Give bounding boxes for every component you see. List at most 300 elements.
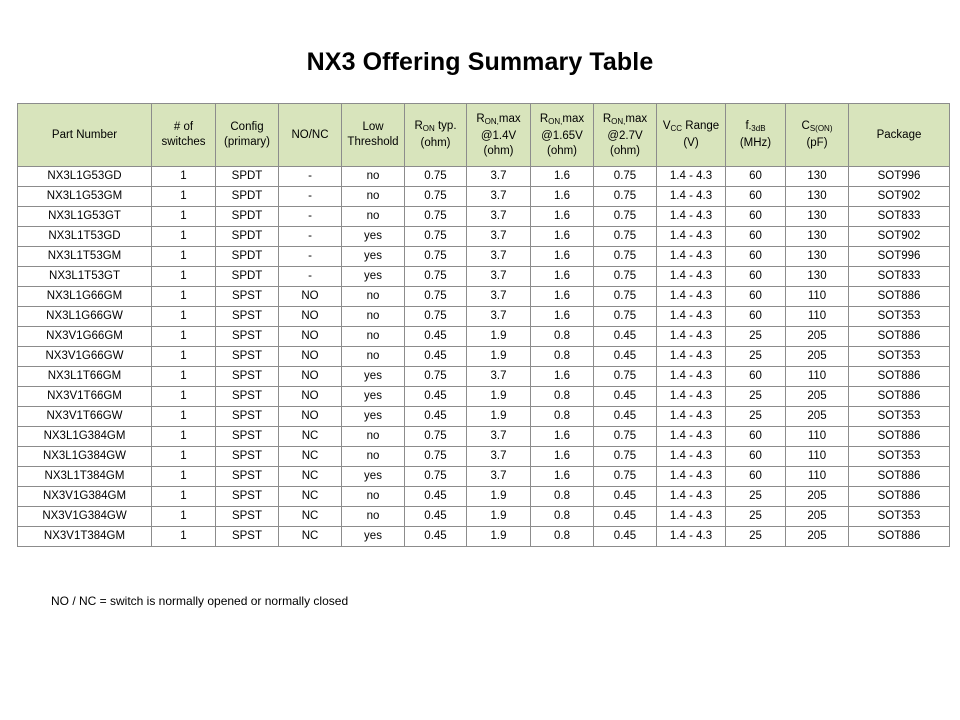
table-cell: 1.4 - 4.3	[657, 327, 726, 347]
table-cell: NX3L1G53GT	[18, 207, 152, 227]
table-cell: NX3L1T53GT	[18, 267, 152, 287]
table-cell: 25	[726, 507, 786, 527]
table-cell: 130	[786, 187, 849, 207]
table-cell: 60	[726, 187, 786, 207]
header-text-sub: ON	[422, 124, 435, 133]
header-text-pre: Config	[230, 121, 264, 133]
table-cell: 0.75	[405, 187, 467, 207]
table-cell: 1.6	[531, 167, 594, 187]
table-cell: -	[279, 187, 342, 207]
table-cell: SOT353	[849, 447, 950, 467]
table-cell: 1	[152, 427, 216, 447]
table-cell: NX3L1G66GW	[18, 307, 152, 327]
table-cell: 0.75	[405, 267, 467, 287]
table-cell: NX3L1G53GD	[18, 167, 152, 187]
table-cell: 0.75	[594, 427, 657, 447]
table-cell: 110	[786, 427, 849, 447]
header-text-post: Range	[682, 120, 720, 132]
table-cell: NX3V1T384GM	[18, 527, 152, 547]
summary-table	[17, 103, 950, 547]
table-row	[18, 327, 950, 347]
header-text-sub: ON,	[611, 116, 626, 126]
table-row	[18, 387, 950, 407]
table-cell: 110	[786, 287, 849, 307]
column-header	[405, 104, 467, 167]
table-cell: 0.75	[405, 287, 467, 307]
table-cell: 25	[726, 327, 786, 347]
header-text-line2: (ohm)	[420, 137, 451, 149]
table-cell: no	[342, 307, 405, 327]
header-text-post: max	[625, 112, 648, 125]
table-cell: SOT353	[849, 507, 950, 527]
table-cell: SPST	[216, 467, 279, 487]
table-cell: SPST	[216, 367, 279, 387]
table-cell: SOT886	[849, 527, 950, 547]
table-cell: SOT886	[849, 467, 950, 487]
table-cell: SOT996	[849, 167, 950, 187]
table-cell: 60	[726, 427, 786, 447]
table-cell: 130	[786, 207, 849, 227]
table-cell: 3.7	[467, 367, 531, 387]
table-cell: 60	[726, 207, 786, 227]
table-cell: SPST	[216, 507, 279, 527]
table-cell: SOT886	[849, 387, 950, 407]
table-cell: 0.75	[405, 447, 467, 467]
table-cell: 0.45	[405, 387, 467, 407]
table-cell: 205	[786, 327, 849, 347]
table-cell: SPST	[216, 347, 279, 367]
table-cell: no	[342, 507, 405, 527]
table-cell: 205	[786, 387, 849, 407]
table-cell: NX3L1G384GM	[18, 427, 152, 447]
table-cell: 0.75	[594, 187, 657, 207]
table-cell: 1.4 - 4.3	[657, 347, 726, 367]
table-cell: SOT886	[849, 427, 950, 447]
column-header	[726, 104, 786, 167]
header-text-post: max	[498, 112, 521, 125]
header-text-pre: Part Number	[51, 128, 118, 141]
table-cell: 0.45	[405, 347, 467, 367]
table-cell: 130	[786, 247, 849, 267]
column-header	[18, 104, 152, 167]
table-row	[18, 287, 950, 307]
table-cell: 205	[786, 507, 849, 527]
table-cell: 1	[152, 467, 216, 487]
header-text-pre: R	[476, 112, 485, 125]
table-cell: 25	[726, 487, 786, 507]
table-row	[18, 427, 950, 447]
header-text-sub: S(ON)	[809, 124, 833, 133]
table-cell: 0.75	[405, 207, 467, 227]
table-cell: NX3V1G66GW	[18, 347, 152, 367]
table-cell: 0.75	[405, 467, 467, 487]
table-cell: no	[342, 207, 405, 227]
header-text-sub: CC	[670, 124, 683, 133]
table-cell: 1	[152, 187, 216, 207]
table-cell: 1	[152, 387, 216, 407]
table-cell: 60	[726, 307, 786, 327]
table-cell: 1	[152, 507, 216, 527]
table-cell: yes	[342, 367, 405, 387]
table-cell: 1.4 - 4.3	[657, 207, 726, 227]
table-cell: 1	[152, 327, 216, 347]
table-row	[18, 207, 950, 227]
table-cell: SPDT	[216, 227, 279, 247]
header-text-line2: (V)	[683, 137, 699, 149]
table-cell: yes	[342, 407, 405, 427]
column-header	[531, 104, 594, 167]
header-text-sub: ON,	[484, 116, 499, 126]
table-row	[18, 467, 950, 487]
table-cell: NX3V1G384GM	[18, 487, 152, 507]
table-cell: 1.4 - 4.3	[657, 247, 726, 267]
table-cell: NC	[279, 447, 342, 467]
table-cell: 60	[726, 247, 786, 267]
table-cell: 1	[152, 267, 216, 287]
table-cell: NX3L1T53GM	[18, 247, 152, 267]
table-cell: 3.7	[467, 167, 531, 187]
table-cell: NC	[279, 427, 342, 447]
table-cell: 0.75	[594, 367, 657, 387]
table-cell: 0.45	[594, 407, 657, 427]
table-cell: yes	[342, 467, 405, 487]
table-cell: NO	[279, 347, 342, 367]
table-cell: 1.6	[531, 307, 594, 327]
table-cell: SPDT	[216, 267, 279, 287]
header-text-pre: V	[662, 120, 671, 132]
column-header	[467, 104, 531, 167]
table-cell: NX3L1G384GW	[18, 447, 152, 467]
table-cell: NO	[279, 307, 342, 327]
table-cell: -	[279, 227, 342, 247]
table-cell: 1.9	[467, 527, 531, 547]
header-text-pre: NO/NC	[291, 128, 329, 141]
table-cell: 1.6	[531, 447, 594, 467]
table-cell: 1.6	[531, 187, 594, 207]
footnote: NO / NC = switch is normally opened or normally closed	[51, 594, 349, 608]
table-cell: 0.75	[594, 267, 657, 287]
table-cell: 60	[726, 167, 786, 187]
table-cell: 1.4 - 4.3	[657, 487, 726, 507]
header-text-line2: Threshold	[347, 136, 399, 148]
table-cell: -	[279, 167, 342, 187]
table-row	[18, 527, 950, 547]
column-header	[786, 104, 849, 167]
table-cell: 1.9	[467, 487, 531, 507]
table-cell: 1	[152, 227, 216, 247]
table-cell: NO	[279, 367, 342, 387]
table-cell: SPDT	[216, 167, 279, 187]
table-cell: SPST	[216, 427, 279, 447]
header-text-pre: R	[539, 112, 549, 125]
table-cell: 0.45	[594, 507, 657, 527]
table-cell: 3.7	[467, 267, 531, 287]
table-cell: SPST	[216, 487, 279, 507]
table-cell: 3.7	[467, 287, 531, 307]
table-cell: 0.75	[594, 467, 657, 487]
table-row	[18, 187, 950, 207]
table-cell: NX3L1T384GM	[18, 467, 152, 487]
table-cell: 0.8	[531, 407, 594, 427]
table-cell: -	[279, 207, 342, 227]
table-cell: 0.45	[405, 407, 467, 427]
header-text-line2: (pF)	[806, 137, 828, 149]
table-cell: SPDT	[216, 187, 279, 207]
header-text-pre: R	[602, 112, 612, 125]
table-cell: 110	[786, 367, 849, 387]
table-cell: 1	[152, 307, 216, 327]
table-cell: SOT886	[849, 327, 950, 347]
table-cell: 1.6	[531, 367, 594, 387]
table-cell: -	[279, 267, 342, 287]
table-cell: NX3L1G53GM	[18, 187, 152, 207]
table-cell: 1	[152, 207, 216, 227]
table-cell: SPDT	[216, 247, 279, 267]
table-cell: SOT902	[849, 227, 950, 247]
table-cell: 0.75	[594, 207, 657, 227]
table-cell: SPST	[216, 407, 279, 427]
table-cell: 0.45	[594, 487, 657, 507]
table-cell: 0.45	[405, 527, 467, 547]
table-cell: SOT996	[849, 247, 950, 267]
table-cell: SOT833	[849, 267, 950, 287]
table-row	[18, 227, 950, 247]
header-text-post: max	[562, 112, 585, 125]
header-row	[18, 104, 950, 167]
table-cell: SOT353	[849, 347, 950, 367]
table-cell: 1.9	[467, 347, 531, 367]
table-cell: 110	[786, 447, 849, 467]
table-cell: 3.7	[467, 307, 531, 327]
table-cell: 1	[152, 447, 216, 467]
table-cell: 1.6	[531, 207, 594, 227]
page-title: NX3 Offering Summary Table	[306, 48, 654, 76]
table-cell: yes	[342, 247, 405, 267]
header-text-line2: (MHz)	[739, 137, 772, 149]
header-text-post: typ.	[434, 120, 457, 132]
table-cell: 1.6	[531, 267, 594, 287]
table-cell: 1.4 - 4.3	[657, 527, 726, 547]
summary-table-container	[17, 103, 950, 547]
table-cell: NC	[279, 507, 342, 527]
table-cell: SPST	[216, 447, 279, 467]
table-cell: 3.7	[467, 427, 531, 447]
table-row	[18, 247, 950, 267]
table-cell: SOT886	[849, 487, 950, 507]
table-cell: no	[342, 327, 405, 347]
header-text-sub: -3dB	[748, 124, 766, 133]
table-cell: 1.4 - 4.3	[657, 367, 726, 387]
table-cell: 60	[726, 447, 786, 467]
header-text-line2: @1.4V	[480, 129, 517, 142]
table-cell: 0.75	[405, 167, 467, 187]
column-header	[849, 104, 950, 167]
table-cell: 110	[786, 467, 849, 487]
table-cell: SPST	[216, 387, 279, 407]
table-cell: 1.4 - 4.3	[657, 427, 726, 447]
table-cell: 0.8	[531, 387, 594, 407]
table-cell: SOT886	[849, 287, 950, 307]
table-cell: 60	[726, 227, 786, 247]
table-cell: 1	[152, 407, 216, 427]
table-row	[18, 347, 950, 367]
table-cell: 0.8	[531, 507, 594, 527]
header-text-pre: R	[414, 120, 423, 132]
table-cell: no	[342, 427, 405, 447]
table-cell: 0.8	[531, 327, 594, 347]
table-cell: 60	[726, 267, 786, 287]
table-header	[18, 104, 950, 167]
table-cell: no	[342, 187, 405, 207]
table-cell: 1	[152, 487, 216, 507]
table-cell: SPST	[216, 287, 279, 307]
table-cell: 3.7	[467, 247, 531, 267]
table-cell: 1.4 - 4.3	[657, 227, 726, 247]
table-cell: 1.4 - 4.3	[657, 187, 726, 207]
table-cell: NC	[279, 487, 342, 507]
table-cell: 205	[786, 527, 849, 547]
table-cell: 0.75	[594, 167, 657, 187]
table-cell: 3.7	[467, 207, 531, 227]
table-cell: SOT886	[849, 367, 950, 387]
header-text-pre: f	[745, 120, 749, 132]
table-cell: 0.8	[531, 527, 594, 547]
table-cell: 1.4 - 4.3	[657, 407, 726, 427]
table-cell: 1.4 - 4.3	[657, 267, 726, 287]
table-row	[18, 307, 950, 327]
table-cell: no	[342, 287, 405, 307]
table-cell: NX3V1T66GM	[18, 387, 152, 407]
table-cell: -	[279, 247, 342, 267]
table-cell: 0.45	[594, 327, 657, 347]
table-cell: NC	[279, 527, 342, 547]
table-cell: no	[342, 487, 405, 507]
table-cell: 1.4 - 4.3	[657, 447, 726, 467]
table-cell: 0.45	[594, 387, 657, 407]
table-cell: 60	[726, 467, 786, 487]
table-cell: 1.6	[531, 287, 594, 307]
table-cell: 0.75	[405, 227, 467, 247]
table-cell: 1.9	[467, 407, 531, 427]
table-cell: NX3L1G66GM	[18, 287, 152, 307]
table-cell: 0.45	[594, 347, 657, 367]
table-cell: 1.4 - 4.3	[657, 307, 726, 327]
table-cell: SPST	[216, 527, 279, 547]
table-cell: 1	[152, 347, 216, 367]
table-cell: 60	[726, 367, 786, 387]
column-header	[216, 104, 279, 167]
table-cell: yes	[342, 227, 405, 247]
column-header	[342, 104, 405, 167]
table-cell: 1.6	[531, 427, 594, 447]
table-cell: 130	[786, 167, 849, 187]
table-cell: NO	[279, 407, 342, 427]
header-text-line2: (primary)	[224, 136, 270, 148]
table-cell: 1.9	[467, 387, 531, 407]
table-cell: 0.75	[594, 307, 657, 327]
table-cell: SPDT	[216, 207, 279, 227]
table-cell: 1.9	[467, 327, 531, 347]
table-cell: 0.8	[531, 487, 594, 507]
table-cell: NX3L1T53GD	[18, 227, 152, 247]
table-cell: 25	[726, 407, 786, 427]
table-cell: yes	[342, 387, 405, 407]
table-row	[18, 447, 950, 467]
table-cell: 1	[152, 367, 216, 387]
table-cell: 3.7	[467, 467, 531, 487]
column-header	[279, 104, 342, 167]
table-cell: SOT353	[849, 307, 950, 327]
table-cell: 0.75	[594, 287, 657, 307]
table-cell: 1.4 - 4.3	[657, 467, 726, 487]
table-cell: 205	[786, 407, 849, 427]
header-text-line2: switches	[161, 136, 206, 148]
header-text-pre: C	[801, 120, 810, 132]
header-text-line3: (ohm)	[609, 144, 641, 157]
table-cell: no	[342, 347, 405, 367]
table-row	[18, 367, 950, 387]
table-cell: 0.45	[405, 507, 467, 527]
table-cell: 0.8	[531, 347, 594, 367]
table-cell: NO	[279, 287, 342, 307]
table-row	[18, 267, 950, 287]
table-cell: 0.45	[405, 327, 467, 347]
table-cell: 0.75	[594, 247, 657, 267]
table-cell: 1.6	[531, 467, 594, 487]
table-cell: 130	[786, 267, 849, 287]
table-cell: SOT833	[849, 207, 950, 227]
table-cell: 110	[786, 307, 849, 327]
header-text-line3: (ohm)	[483, 144, 514, 157]
table-cell: NX3V1T66GW	[18, 407, 152, 427]
table-cell: 1	[152, 167, 216, 187]
table-cell: 1.4 - 4.3	[657, 507, 726, 527]
table-row	[18, 407, 950, 427]
table-cell: 205	[786, 487, 849, 507]
header-text-pre: Low	[362, 121, 384, 133]
column-header	[152, 104, 216, 167]
column-header	[657, 104, 726, 167]
table-row	[18, 487, 950, 507]
table-cell: SOT353	[849, 407, 950, 427]
table-cell: 0.75	[594, 227, 657, 247]
table-cell: 1	[152, 247, 216, 267]
header-text-pre: # of	[173, 121, 194, 133]
table-cell: 3.7	[467, 227, 531, 247]
table-cell: 1.4 - 4.3	[657, 167, 726, 187]
table-cell: NC	[279, 467, 342, 487]
table-cell: 1.4 - 4.3	[657, 387, 726, 407]
table-cell: NX3V1G384GW	[18, 507, 152, 527]
table-cell: no	[342, 447, 405, 467]
table-cell: 25	[726, 347, 786, 367]
table-cell: 1.6	[531, 247, 594, 267]
header-text-line3: (ohm)	[546, 144, 578, 157]
table-row	[18, 507, 950, 527]
table-cell: 3.7	[467, 187, 531, 207]
table-cell: 130	[786, 227, 849, 247]
table-cell: SPST	[216, 307, 279, 327]
table-cell: 25	[726, 527, 786, 547]
table-cell: 1	[152, 287, 216, 307]
header-text-line2: @1.65V	[541, 129, 583, 142]
table-cell: no	[342, 167, 405, 187]
table-cell: NO	[279, 327, 342, 347]
table-cell: NX3V1G66GM	[18, 327, 152, 347]
table-cell: 0.75	[405, 427, 467, 447]
table-cell: NX3L1T66GM	[18, 367, 152, 387]
table-cell: 1	[152, 527, 216, 547]
